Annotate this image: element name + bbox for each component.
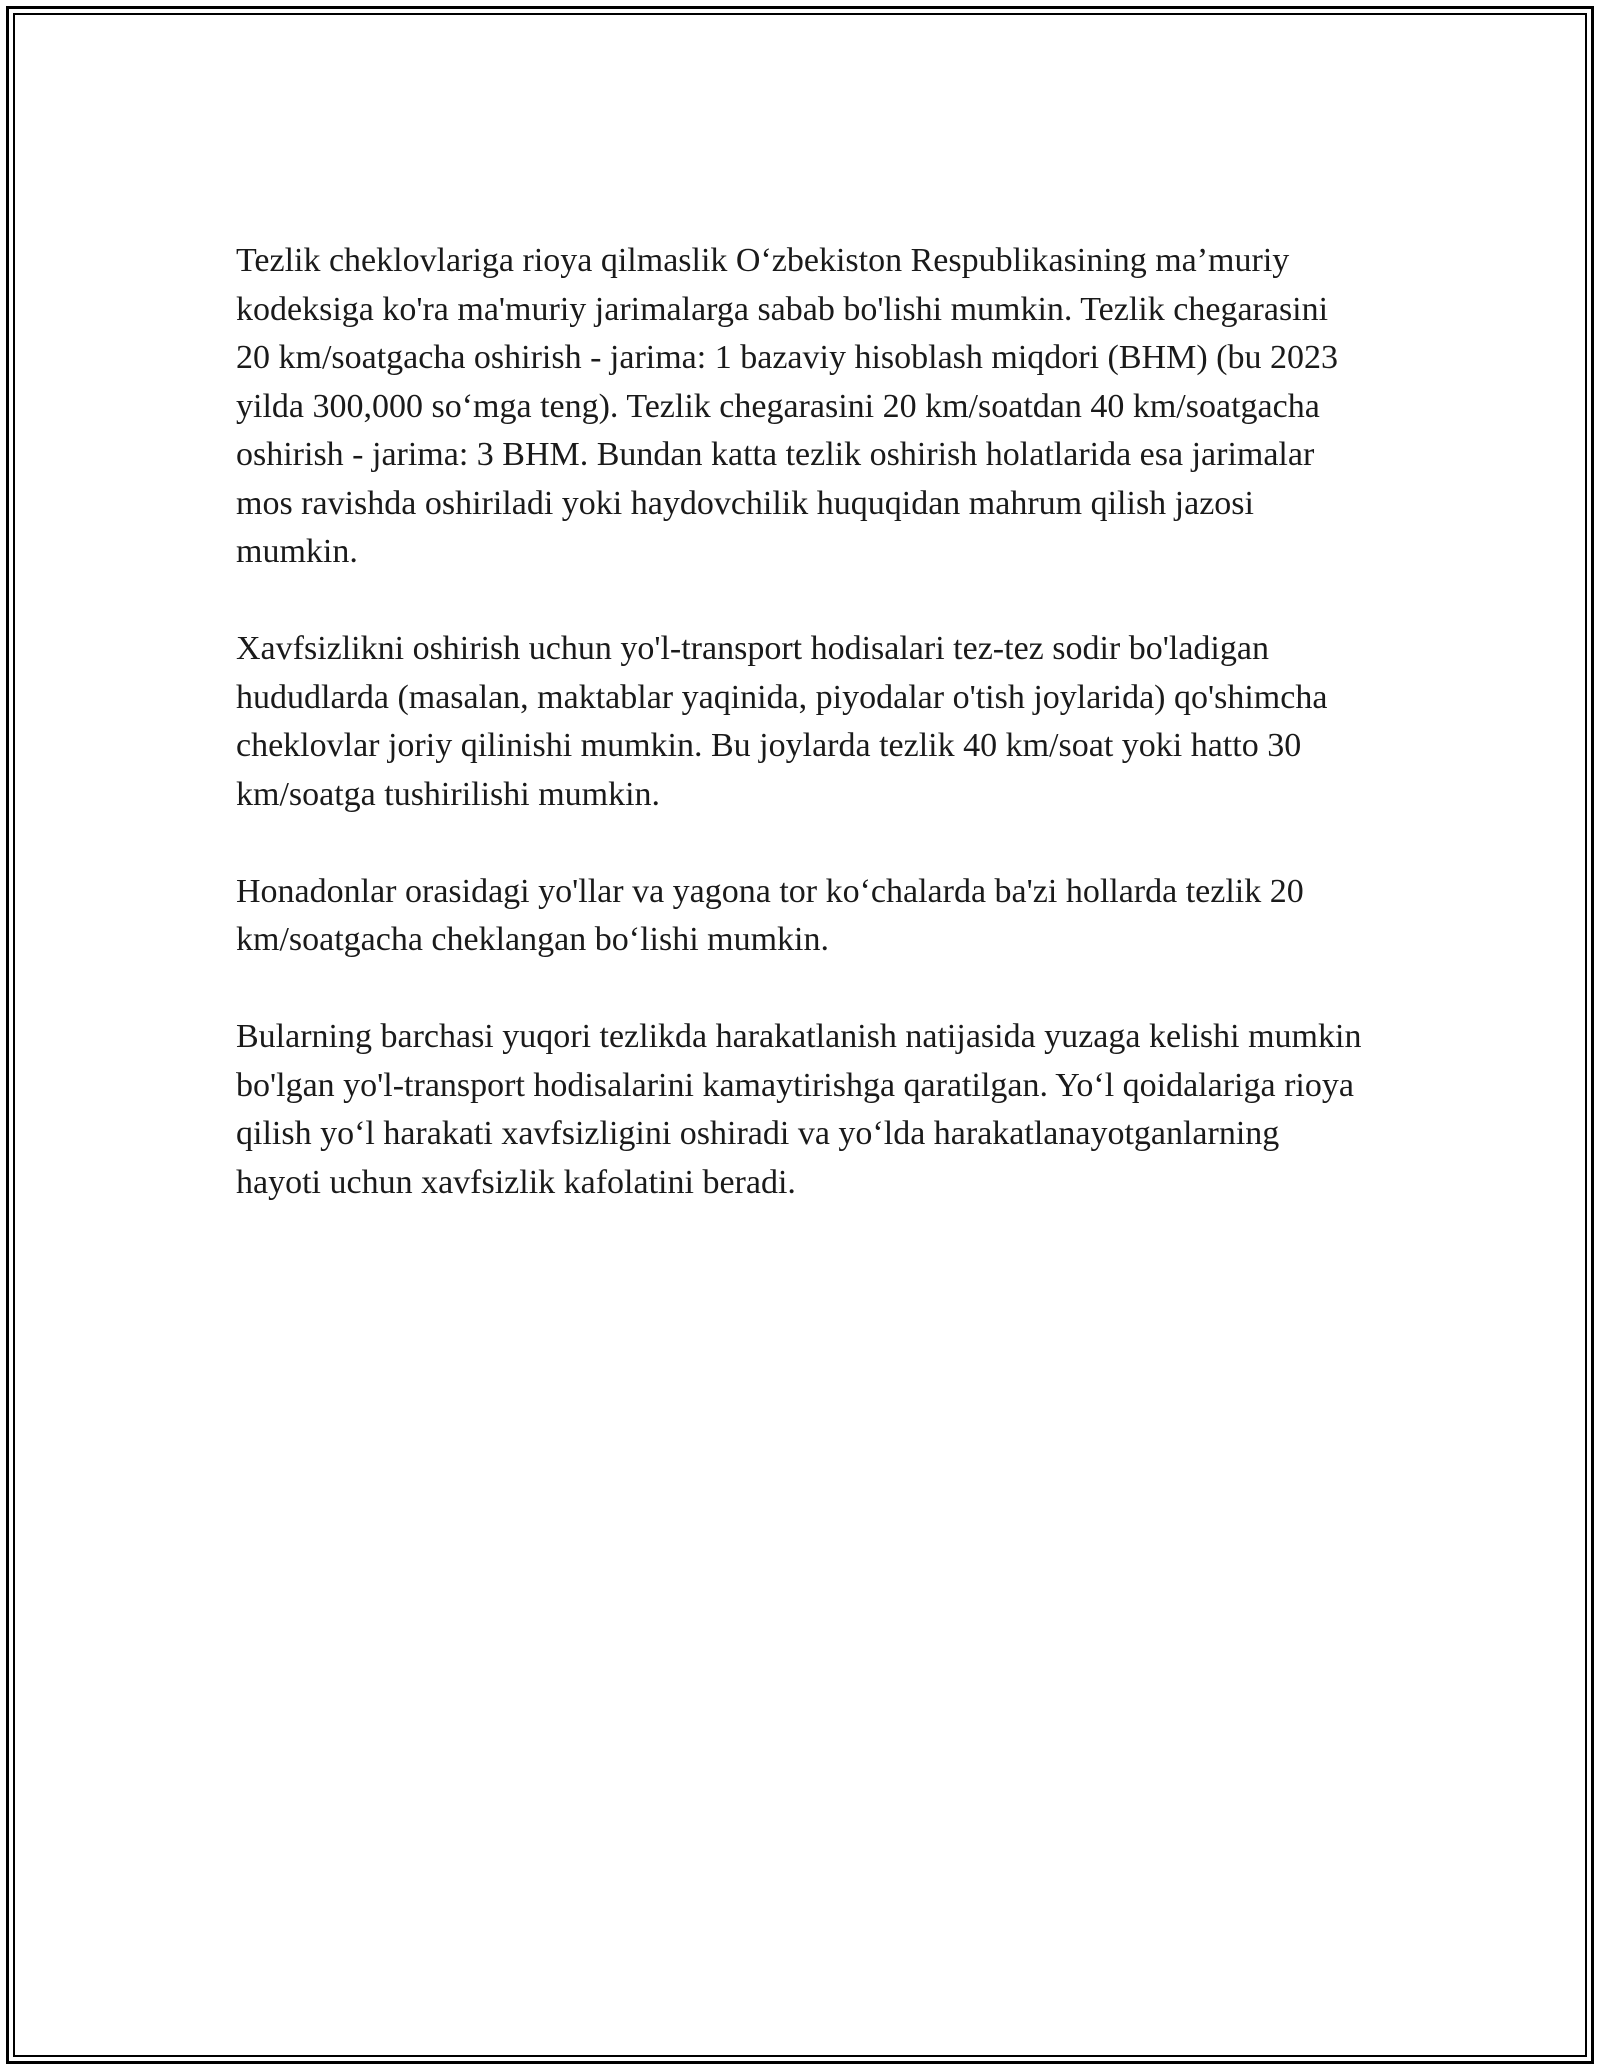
paragraph-conclusion: Bularning barchasi yuqori tezlikda harakatlanish natijasida yuzaga kelishi mumkin bo'lgan yo'l-transport hodisalarini kamaytirishga qaratilgan. Yo‘l qoidalariga rioya qilish yo‘l harakati xavfsizligini oshiradi va yo‘lda harakatlanayotganlarning hayoti uchun xavfsizlik kafolatini beradi. — [236, 1018, 1362, 1201]
document-body — [236, 237, 1366, 1207]
paragraph-safety-zones: Xavfsizlikni oshirish uchun yo'l-transport hodisalari tez-tez sodir bo'ladigan hududlarda (masalan, maktablar yaqinida, piyodalar o'tish joylarida) qo'shimcha cheklovlar joriy qilinishi mumkin. Bu joylarda tezlik 40 km/soat yoki hatto 30 km/soatga tushirilishi mumkin. — [236, 630, 1328, 813]
paragraph-residential-streets: Honadonlar orasidagi yo'llar va yagona tor ko‘chalarda ba'zi hollarda tezlik 20 km/soatgacha cheklangan bo‘lishi mumkin. — [236, 872, 1304, 958]
paragraph-speeding-fines: Tezlik cheklovlariga rioya qilmaslik O‘zbekiston Respublikasining ma’muriy kodeksiga ko'ra ma'muriy jarimalarga sabab bo'lishi mumkin. Tezlik chegarasini 20 km/soatgacha oshirish - jarima: 1 bazaviy hisoblash miqdori (BHM) (bu 2023 yilda 300,000 so‘mga teng). Tezlik chegarasini 20 km/soatdan 40 km/soatgacha oshirish - jarima: 3 BHM. Bundan katta tezlik oshirish holatlarida esa jarimalar mos ravishda oshiriladi yoki haydovchilik huquqidan mahrum qilish jazosi mumkin. — [236, 242, 1338, 570]
